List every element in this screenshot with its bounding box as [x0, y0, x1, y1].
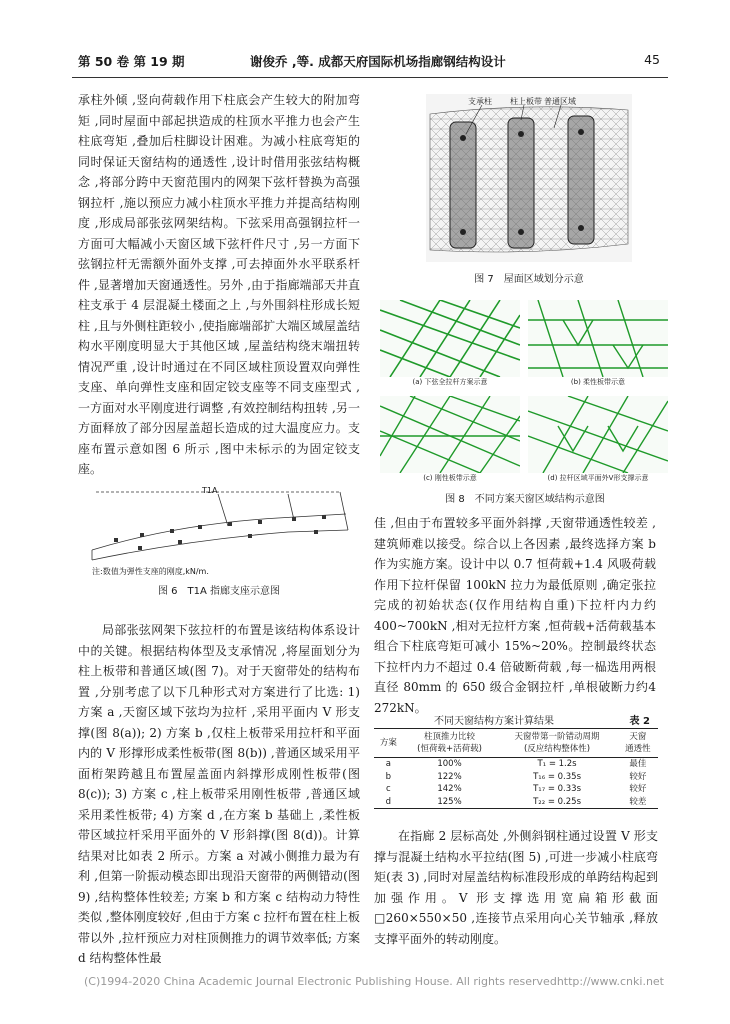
roof-zoning-drawing — [426, 94, 632, 262]
cell-period: T₂₂ = 0.25s — [533, 796, 581, 807]
support-layout-drawing — [78, 480, 360, 576]
figure7-caption: 图 7 屋面区域划分示意 — [474, 274, 584, 285]
table-row — [374, 758, 658, 771]
cell-period: T₁₆ = 0.35s — [533, 771, 581, 782]
th-scheme: 方案 — [379, 738, 397, 748]
panel-d-structure — [528, 396, 668, 473]
figure8-panel-d — [528, 396, 668, 484]
th-thrust-line2: (恒荷载+活荷载) — [417, 744, 482, 754]
cell-period: T₁ = 1.2s — [537, 759, 577, 769]
figure6-caption: 图 6 T1A 指廊支座示意图 — [157, 586, 281, 597]
figure7-column-strip-label: 柱上板带 — [510, 97, 542, 106]
panel-a-structure — [380, 300, 520, 377]
cell-transparency: 最佳 — [629, 759, 647, 769]
running-header — [78, 52, 660, 74]
figure8-panel-a — [380, 300, 520, 388]
cell-transparency: 较好 — [629, 771, 647, 782]
figure8-panel-c-caption: (c) 刚性板带示意 — [380, 473, 520, 484]
figure8-panel-d-caption: (d) 拉杆区域平面外V形支撑示意 — [528, 473, 668, 484]
table-header-row — [374, 729, 658, 758]
cell-period: T₁₇ = 0.33s — [533, 784, 581, 794]
paragraph-scheme-selection: 佳 ,但由于布置较多平面外斜撑 ,天窗带通透性较差 ,建筑师难以接受。综合以上各因素 ,最终选择方案 b 作为实施方案。设计中以 0.7 恒荷载+1.4 风吸荷载作用下拉杆保留 100kN 拉力为最低原则 ,确定张拉完成的初始状态(仅作用结构自重)下拉杆内力约 400~700kN ,相对无拉杆方案 ,恒荷载+活荷载基本组合下柱底弯矩可减小 15%~20%。控制最终状态下拉杆内力不超过 0.4 倍破断荷载 ,每一榀选用两根直径 80mm 的 650 级合金钢拉杆 ,单根破断力约4 272kN。 — [374, 516, 656, 715]
right-column — [374, 513, 656, 718]
th-thrust-line1: 柱顶推力比较 — [424, 732, 476, 742]
paragraph-support-design: 承柱外倾 ,竖向荷载作用下柱底会产生较大的附加弯矩 ,同时屋面中部起拱造成的柱顶水平推力也会产生柱底弯矩 ,叠加后柱脚设计困难。为减小柱底弯矩的同时保证天窗结构的通透性 ,设计时借用张弦结构概念 ,将部分跨中天窗范围内的网架下弦杆替换为高强钢拉杆 ,施以预应力减小柱顶水平推力并提高结构刚度 ,形成局部张弦网架结构。下弦采用高强钢拉杆一方面可大幅减小天窗区域下弦杆件尺寸 ,另一方面下弦钢拉杆无需额外面外支撑 ,可去掉面外水平联系杆件 ,显著增加天窗通透性。另外 ,由于指廊端部天井直柱支承于 4 层混凝土楼面之上 ,与外围斜柱形成长短柱 ,且与外侧柱距较小 ,使指廊端部扩大端区域屋盖结构水平刚度明显大于其他区域 ,屋盖结构绕末端扭转情况严重 ,设计时通过在不同区域柱顶设置双向弹性支座、单向弹性支座和固定铰支座等不同支座型式 ,一方面对水平刚度进行调整 ,有效控制结构扭转 ,另一方面释放了部分因屋盖超长造成的过大温度应力。支座布置示意如图 6 所示 ,图中未标示的为固定铰支座。 — [78, 93, 360, 476]
th-transparency-line2: 通透性 — [625, 744, 651, 754]
figure8-panel-b-caption: (b) 柔性板带示意 — [528, 377, 668, 388]
left-column-continued — [78, 620, 360, 969]
figure8-panel-b — [528, 300, 668, 388]
cell-thrust: 125% — [437, 796, 462, 807]
table-row — [374, 796, 658, 809]
cell-thrust: 142% — [437, 784, 462, 794]
table2-grid — [374, 728, 658, 809]
th-thrust — [403, 729, 497, 758]
page-number: 45 — [644, 52, 660, 67]
panel-b-structure — [528, 300, 668, 377]
running-title: 谢俊乔 ,等. 成都天府国际机场指廊钢结构设计 — [250, 54, 506, 69]
header-rule — [72, 77, 668, 78]
th-period-line1: 天窗带第一阶错动周期 — [514, 732, 600, 742]
cell-scheme: c — [385, 784, 391, 794]
table-row — [374, 783, 658, 796]
table-2 — [374, 712, 658, 809]
footer-url[interactable]: http://www.cnki.net — [556, 975, 664, 988]
figure6-note: 注:数值为弹性支座的刚度,kN/m. — [92, 567, 209, 576]
figure-7 — [426, 94, 632, 262]
figure-8 — [380, 300, 670, 486]
figure-6 — [78, 480, 360, 597]
cell-scheme: d — [385, 796, 392, 807]
right-column-continued — [374, 826, 658, 949]
table2-number: 表 2 — [629, 716, 650, 727]
figure7-column-label: 支承柱 — [468, 97, 492, 106]
cell-thrust: 122% — [437, 771, 462, 782]
th-period-line2: (反应结构整体性) — [523, 744, 591, 754]
figure6-t1a-label: T1A — [202, 486, 218, 495]
cell-scheme: a — [385, 759, 391, 769]
table2-heading — [374, 712, 658, 728]
left-column — [78, 90, 360, 480]
figure8-caption: 图 8 不同方案天窗区域结构示意图 — [445, 494, 605, 505]
journal-volume-issue: 第 50 卷 第 19 期 — [78, 54, 185, 69]
table-row — [374, 771, 658, 784]
cell-transparency: 较好 — [629, 784, 647, 794]
paragraph-v-brace: 在指廊 2 层标高处 ,外侧斜钢柱通过设置 V 形支撑与混凝土结构水平拉结(图 5) ,可进一步减小柱底弯矩(表 3) ,同时对屋盖结构标准段形成的单跨结构起到加强作用。V 形支撑选用宽扁箱形截面□260×550×50 ,连接节点采用向心关节轴承 ,释放支撑平面外的转动刚度。 — [374, 829, 658, 946]
th-period — [496, 729, 617, 758]
cell-thrust: 100% — [437, 759, 462, 769]
table2-title: 不同天窗结构方案计算结果 — [434, 716, 554, 727]
paragraph-scheme-comparison: 局部张弦网架下弦拉杆的布置是该结构体系设计中的关键。根据结构体型及支承情况 ,将屋面划分为柱上板带和普通区域(图 7)。对于天窗带处的结构布置 ,分别考虑了以下几种形式对方案进行了比选: 1) 方案 a ,天窗区域下弦均为拉杆 ,采用平面内 V 形支撑(图 8(a)); 2) 方案 b ,仅柱上板带采用拉杆和平面内的 V 形撑形成柔性板带(图 8(b)) ,普通区域采用平面桁架跨越且布置屋盖面内斜撑形成刚性板带(图 8(c)); 3) 方案 c ,柱上板带采用刚性板带 ,普通区域采用柔性板带; 4) 方案 d ,在方案 b 基础上 ,柔性板带区域拉杆采用平面外的 V 形斜撑(图 8(d))。计算结果对比如表 2 所示。方案 a 对减小侧推力最为有利 ,但第一阶振动模态即出现沿天窗带的两侧错动(图 9) ,结构整体性较差; 方案 b 和方案 c 结构动力特性类似 ,整体刚度较好 ,但由于方案 c 拉杆布置在柱上板带以外 ,拉杆预应力对柱顶侧推力的调节效率低; 方案 d 结构整体性最 — [78, 623, 360, 965]
th-transparency — [618, 729, 658, 758]
footer-copyright: (C)1994-2020 China Academic Journal Electronic Publishing House. All rights reserved. — [84, 975, 561, 988]
figure8-panel-a-caption: (a) 下弦全拉杆方案示意 — [380, 377, 520, 388]
cell-transparency: 较差 — [629, 796, 647, 807]
panel-c-structure — [380, 396, 520, 473]
cell-scheme: b — [385, 771, 392, 782]
figure7-normal-zone-label: 普通区域 — [544, 97, 576, 106]
th-transparency-line1: 天窗 — [629, 732, 647, 742]
figure8-panel-c — [380, 396, 520, 484]
